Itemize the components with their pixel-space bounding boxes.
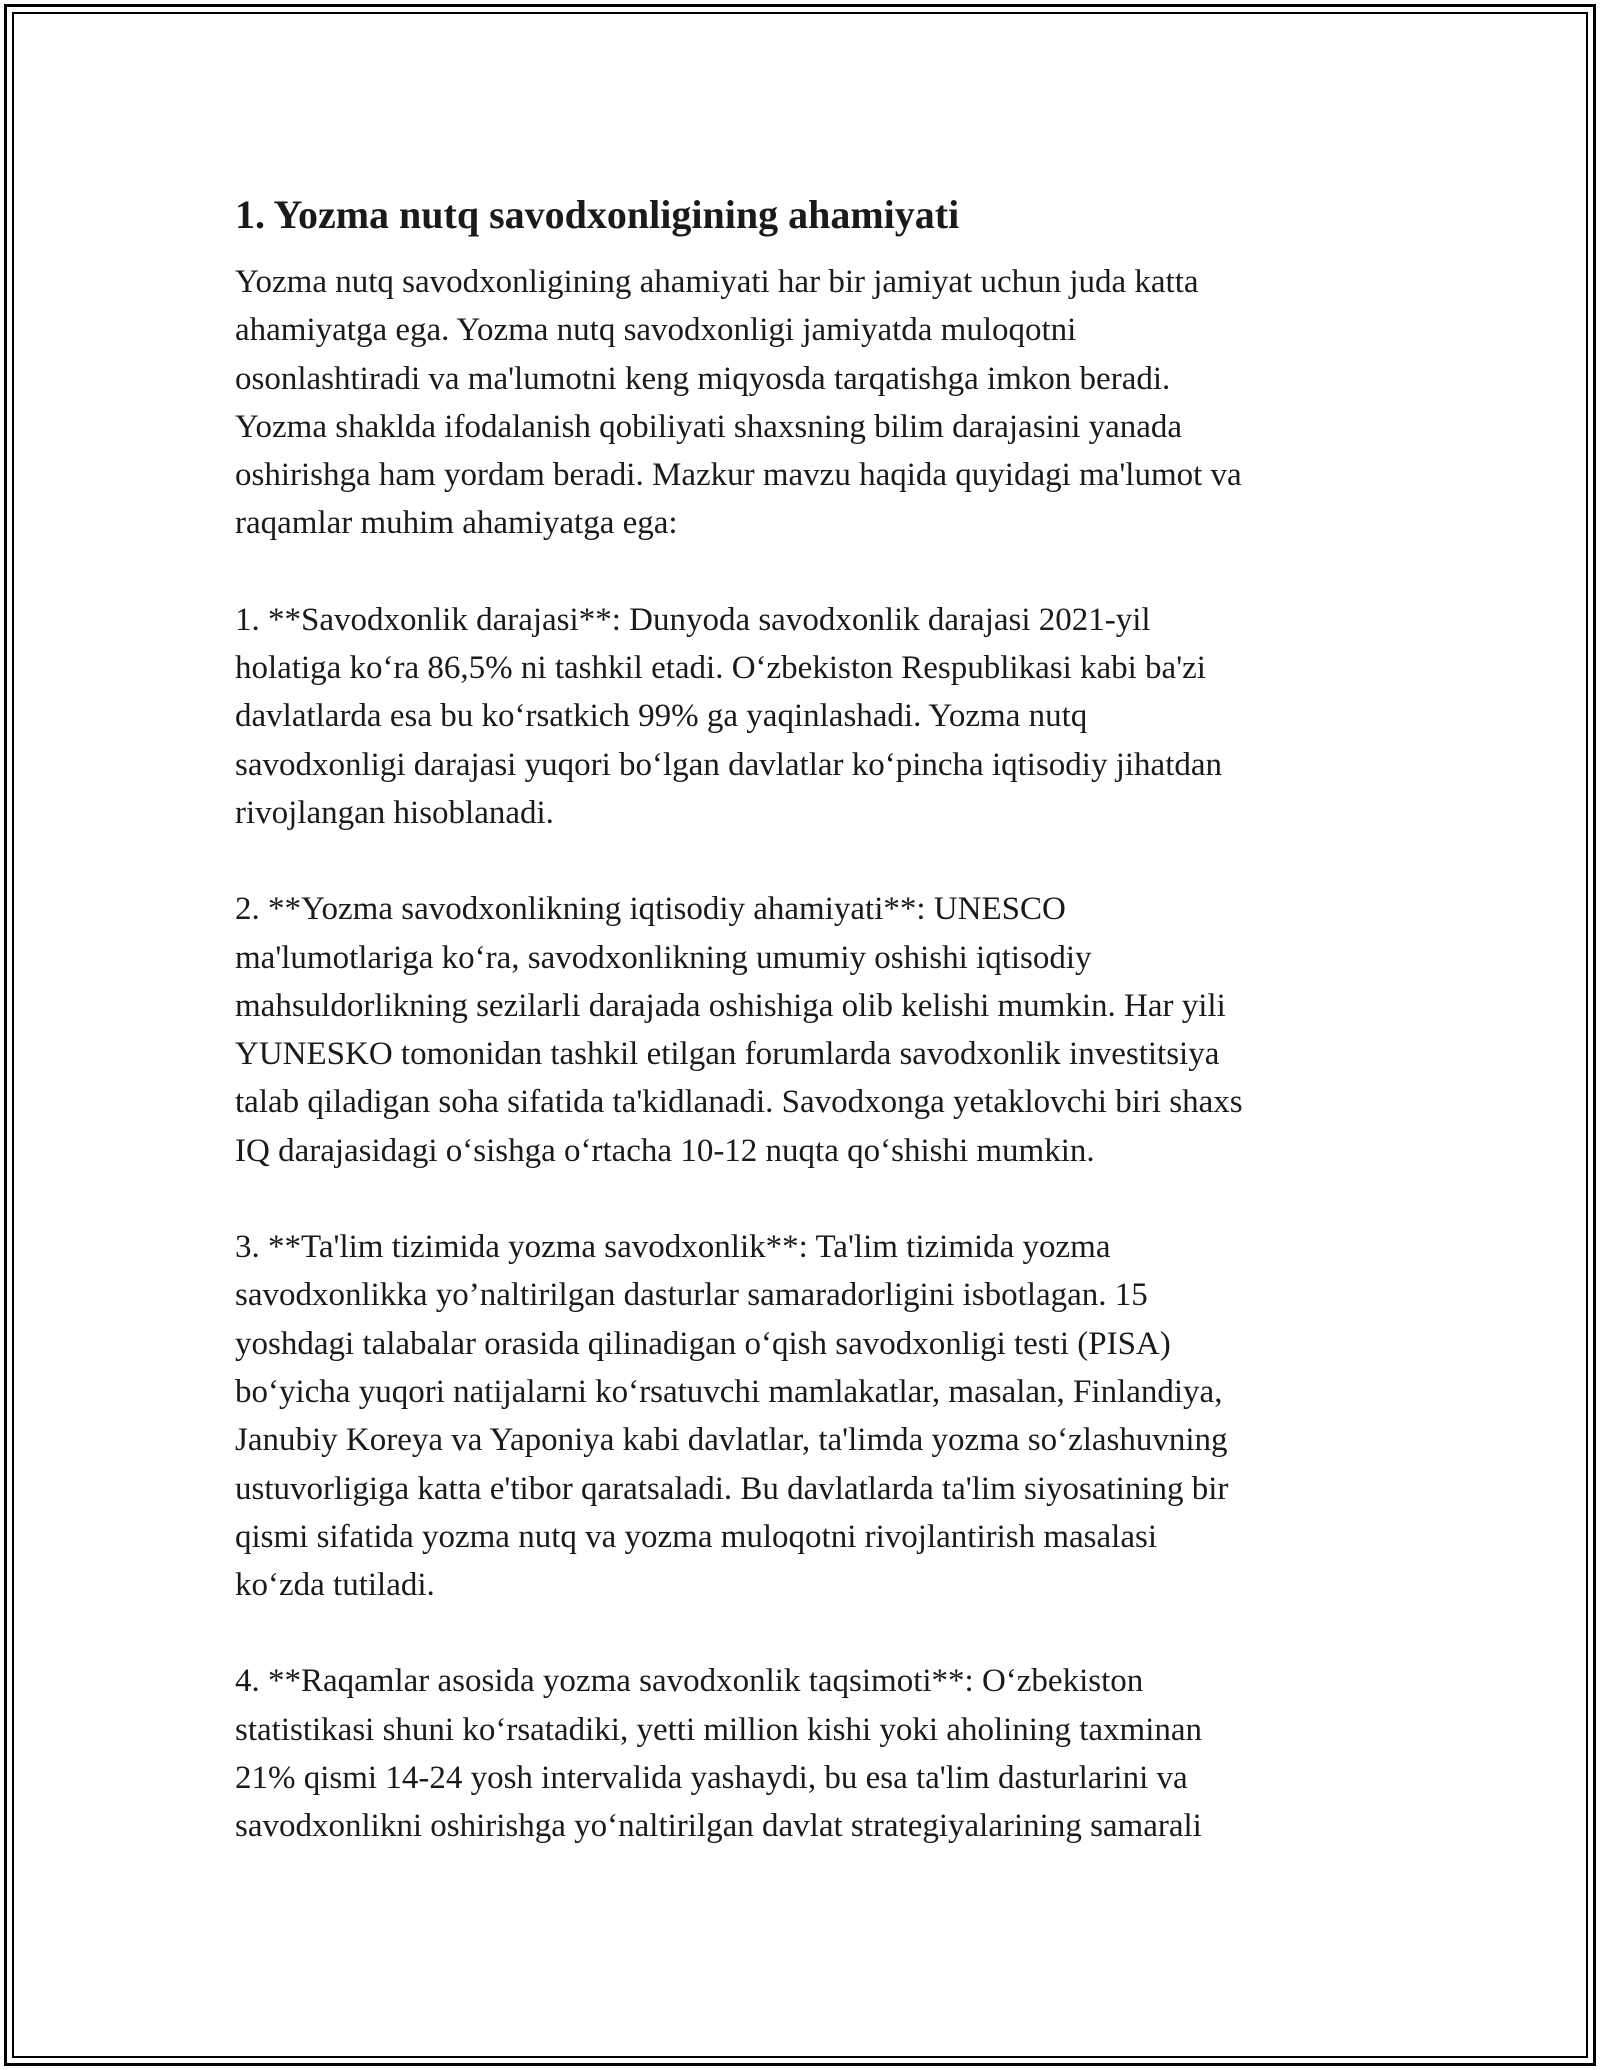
list-item-education-system: 3. **Ta'lim tizimida yozma savodxonlik**: Ta'lim tizimida yozma savodxonlikka yo’naltirilgan dasturlar samaradorligini isbotlagan. 15 yoshdagi talabalar orasida qilinadigan oʻqish savodxonligi testi (PISA) boʻyicha yuqori natijalarni koʻrsatuvchi mamlakatlar, masalan, Finlandiya, Janubiy Koreya va Yaponiya kabi davlatlar, ta'limda yozma soʻzlashuvning ustuvorligiga katta e'tibor qaratsaladi. Bu davlatlarda ta'lim siyosatining bir qismi sifatida yozma nutq va yozma muloqotni rivojlantirish masalasi koʻzda tutiladi. [235,1229,1229,1604]
document-body [235,186,1365,1899]
intro-paragraph: Yozma nutq savodxonligining ahamiyati har bir jamiyat uchun juda katta ahamiyatga ega. Yozma nutq savodxonligi jamiyatda muloqotni osonlashtiradi va ma'lumotni keng miqyosda tarqatishga imkon beradi. Yozma shaklda ifodalanish qobiliyati shaxsning bilim darajasini yanada oshirishga ham yordam beradi. Mazkur mavzu haqida quyidagi ma'lumot va raqamlar muhim ahamiyatga ega: [235,264,1242,542]
document-title: 1. Yozma nutq savodxonligining ahamiyati [235,192,960,237]
list-item-statistics: 4. **Raqamlar asosida yozma savodxonlik taqsimoti**: Oʻzbekiston statistikasi shuni koʻrsatadiki, yetti million kishi yoki aholining taxminan 21% qismi 14-24 yosh intervalida yashaydi, bu esa ta'lim dasturlarini va savodxonlikni oshirishga yoʻnaltirilgan davlat strategiyalarining samarali [235,1663,1203,1845]
list-item-economic-importance: 2. **Yozma savodxonlikning iqtisodiy ahamiyati**: UNESCO ma'lumotlariga koʻra, savodxonlikning umumiy oshishi iqtisodiy mahsuldorlikning sezilarli darajada oshishiga olib kelishi mumkin. Har yili YUNESKO tomonidan tashkil etilgan forumlarda savodxonlik investitsiya talab qiladigan soha sifatida ta'kidlanadi. Savodxonga yetaklovchi biri shaxs IQ darajasidagi oʻsishga oʻrtacha 10-12 nuqta qoʻshishi mumkin. [235,891,1243,1169]
list-item-literacy-level: 1. **Savodxonlik darajasi**: Dunyoda savodxonlik darajasi 2021-yil holatiga koʻra 86,5% ni tashkil etadi. Oʻzbekiston Respublikasi kabi ba'zi davlatlarda esa bu koʻrsatkich 99% ga yaqinlashadi. Yozma nutq savodxonligi darajasi yuqori boʻlgan davlatlar koʻpincha iqtisodiy jihatdan rivojlangan hisoblanadi. [235,601,1223,831]
